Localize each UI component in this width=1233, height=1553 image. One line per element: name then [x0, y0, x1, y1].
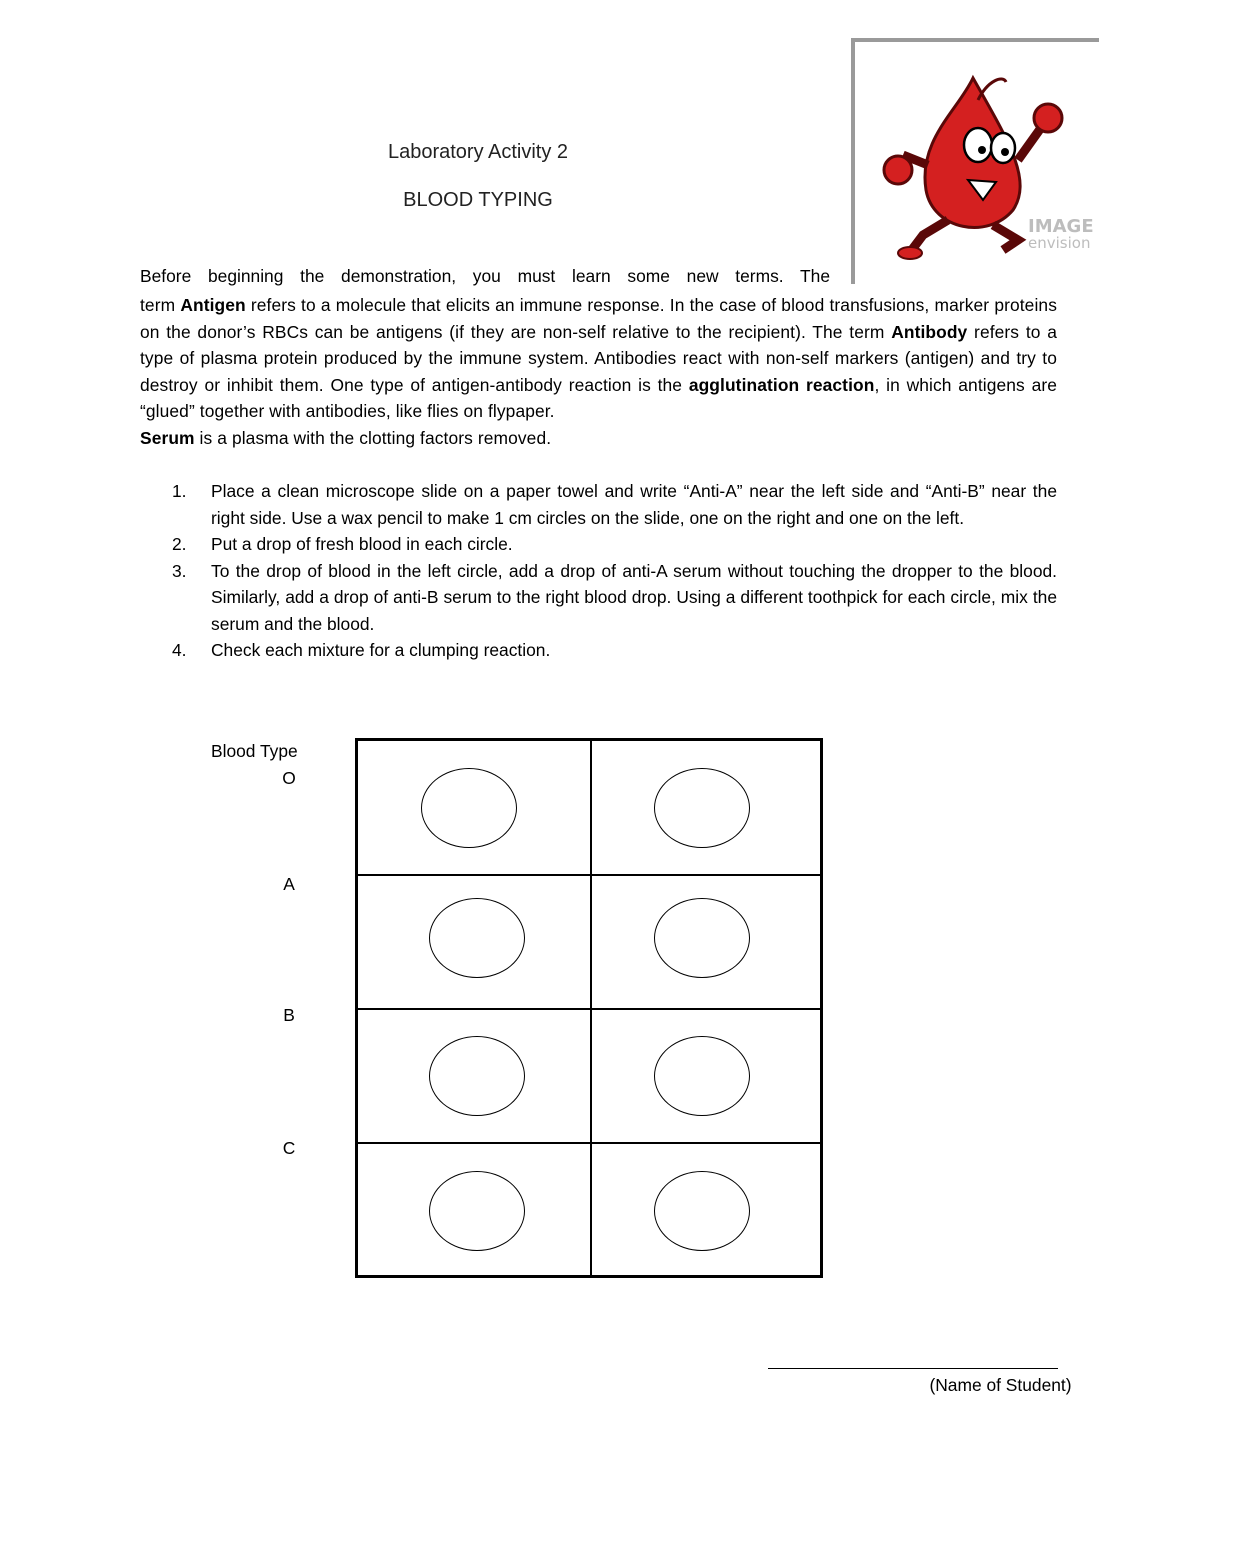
row-label-b: B [283, 1005, 295, 1025]
grid-divider [590, 741, 592, 1275]
anti-a-circle-o [421, 768, 517, 848]
watermark-text-2: envision [1028, 234, 1091, 252]
term-serum: Serum [140, 427, 195, 448]
anti-a-circle-c [429, 1171, 525, 1251]
step-text: Check each mixture for a clumping reaction. [211, 640, 551, 660]
step-number: 3. [172, 560, 187, 581]
intro-paragraph [140, 292, 1057, 451]
step-text: Place a clean microscope slide on a paper towel and write “Anti-A” near the left side and “Anti-B” near the right side. Use a wax pencil to make 1 cm circles on the slide, one on the right and one on the left. [211, 481, 1057, 528]
signature-line [768, 1368, 1058, 1369]
row-label-a: A [283, 874, 295, 894]
step-number: 1. [172, 481, 187, 501]
term-antibody: Antibody [891, 321, 968, 342]
row-label-c: C [282, 1138, 296, 1158]
step-text: Put a drop of fresh blood in each circle. [211, 534, 513, 554]
step-item [172, 531, 1057, 558]
grid-divider [358, 1142, 820, 1144]
blood-type-heading: Blood Type [211, 741, 298, 761]
intro-text: , in which antigens are “glued” together with antibodies, like flies on flypaper. [140, 374, 1058, 421]
anti-b-circle-o [654, 768, 750, 848]
intro-first-line: Before beginning the demonstration, you must learn some new terms. The [140, 266, 830, 286]
page-subtitle: BLOOD TYPING [403, 189, 553, 211]
anti-a-circle-a [429, 898, 525, 978]
grid-divider [358, 874, 820, 876]
anti-a-circle-b [429, 1036, 525, 1116]
term-antigen: Antigen [180, 295, 246, 315]
step-text: To the drop of blood in the left circle, add a drop of anti-A serum without touching the dropper to the blood. Similarly, add a drop of anti-B serum to the right blood drop. Using a different toothpick for each circle, mix the serum and the blood. [211, 560, 1057, 634]
procedure-steps [172, 478, 1057, 664]
intro-text: term [140, 295, 181, 315]
intro-text: refers to a molecule that elicits an immune response. In the case of blood transfusions, marker proteins on the donor’s RBCs can be antigens (if they are non-self relative to the recipient). The term [140, 295, 1057, 342]
watermark-text: IMAGE [1028, 216, 1094, 237]
page-title: Laboratory Activity 2 [387, 141, 569, 163]
blood-drop-mascot-icon [878, 70, 1094, 260]
term-agglutination: agglutination reaction [688, 374, 875, 395]
step-number: 2. [172, 534, 187, 554]
grid-divider [358, 1008, 820, 1010]
blood-typing-grid [355, 738, 823, 1278]
step-item [172, 637, 1057, 664]
intro-text: is a plasma with the clotting factors removed. [194, 427, 552, 448]
anti-b-circle-a [654, 898, 750, 978]
intro-text: refers to a type of plasma protein produced by the immune system. Antibodies react with non-self markers (antigen) and try to destroy or inhibit them. One type of antigen-antibody reaction is the [140, 321, 1057, 395]
anti-b-circle-b [654, 1036, 750, 1116]
row-label-o: O [282, 768, 296, 788]
signature-label: (Name of Student) [929, 1375, 1072, 1395]
step-item [172, 558, 1057, 638]
step-item [172, 478, 1057, 531]
step-number: 4. [172, 640, 187, 660]
anti-b-circle-c [654, 1171, 750, 1251]
